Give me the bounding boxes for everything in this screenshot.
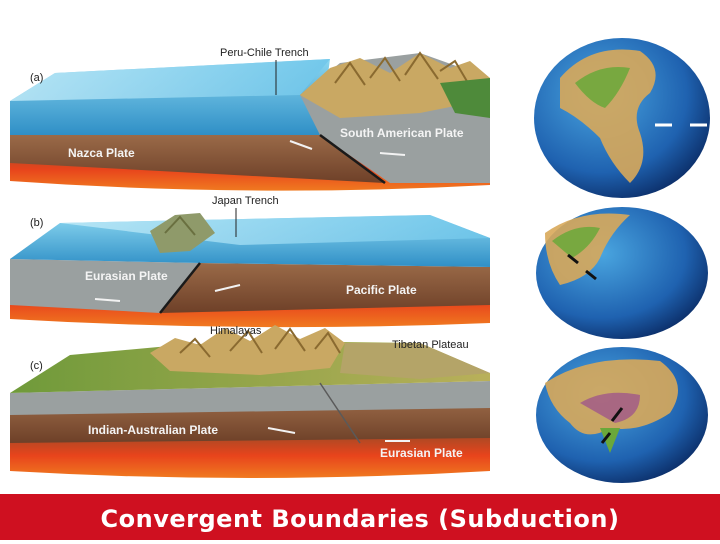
panel-a-right-plate-label: South American Plate xyxy=(340,126,464,140)
panel-c-left-plate-label: Indian-Australian Plate xyxy=(88,423,219,437)
slide-title: Convergent Boundaries (Subduction) xyxy=(100,505,620,533)
panel-b-trench-label: Japan Trench xyxy=(212,195,279,207)
panel-a-trench-label: Peru-Chile Trench xyxy=(220,47,309,59)
globe-india-asia xyxy=(536,347,708,483)
panel-b xyxy=(10,208,490,327)
panel-c-right-plate-label: Eurasian Plate xyxy=(380,446,463,460)
title-banner xyxy=(0,494,720,540)
panel-b-left-plate-label: Eurasian Plate xyxy=(85,269,168,283)
panel-c-himalayas-label: Himalayas xyxy=(210,325,262,337)
panel-c-plateau-label: Tibetan Plateau xyxy=(392,339,469,351)
panel-a xyxy=(10,53,490,191)
panel-a-tag: (a) xyxy=(30,72,44,84)
globe-asia-pacific xyxy=(536,207,708,339)
panel-b-right-plate-label: Pacific Plate xyxy=(346,283,417,297)
panel-a-left-plate-label: Nazca Plate xyxy=(68,146,135,160)
globe-americas xyxy=(534,38,710,198)
panel-b-oceanic-crust xyxy=(160,263,490,313)
panel-b-tag: (b) xyxy=(30,217,44,229)
panel-c-tag: (c) xyxy=(30,360,43,372)
panel-a-ocean-surface xyxy=(10,59,330,101)
